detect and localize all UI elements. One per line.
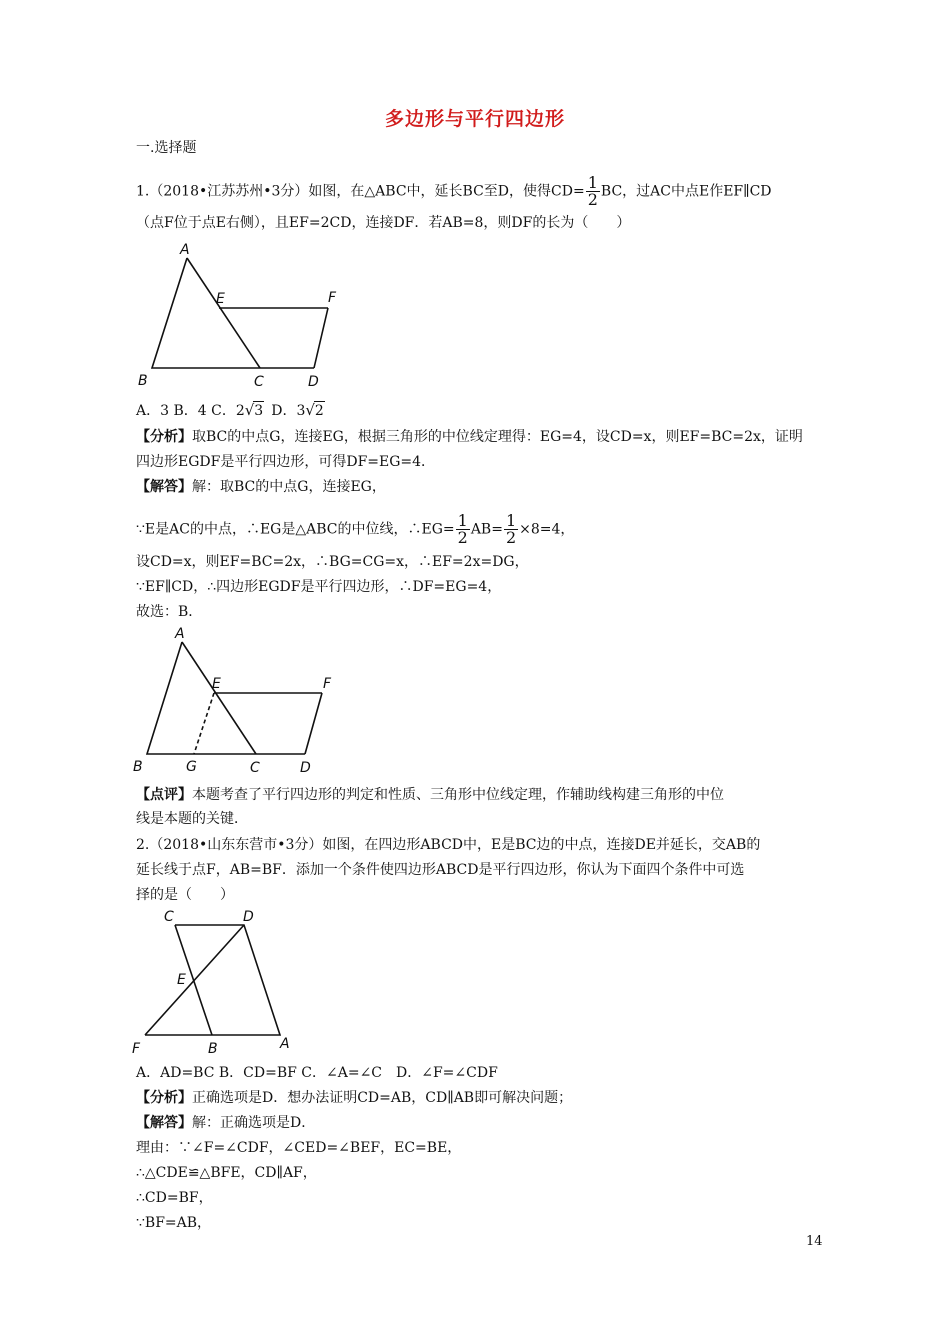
fig1-label-b: B xyxy=(138,373,148,389)
q1-solution-figure xyxy=(130,622,350,780)
q1-answer-2-post: ×8=4， xyxy=(519,521,575,538)
q1-answer-frac2-den: 2 xyxy=(505,528,517,547)
fig3-label-e: E xyxy=(177,972,186,988)
q1-comment-2: 线是本题的关键． xyxy=(136,811,248,827)
fig1-label-f: F xyxy=(328,290,337,306)
q1-fraction xyxy=(586,175,600,208)
fig1-line-fd xyxy=(314,308,328,368)
fig2-label-b: B xyxy=(133,759,143,775)
q1-answer-2 xyxy=(136,513,574,546)
fig2-base-lines xyxy=(147,642,305,754)
fig1-label-d: D xyxy=(308,374,319,390)
q1-options-mid: D．3 xyxy=(271,403,306,419)
q1-opt-d-radicand: 2 xyxy=(314,403,324,419)
fig1-base-lines xyxy=(152,258,314,368)
q2-analysis-text: 正确选项是D．想办法证明CD=AB，CD∥AB即可解决问题； xyxy=(192,1090,573,1106)
fig3-label-f: F xyxy=(132,1041,141,1055)
fig1-label-a: A xyxy=(180,242,190,258)
q2-figure xyxy=(128,905,308,1055)
q2-answer-2: 理由：∵∠F=∠CDF，∠CED=∠BEF，EC=BE， xyxy=(136,1140,462,1156)
q2-answer-4: ∴CD=BF， xyxy=(136,1190,213,1206)
q1-analysis-2: 四边形EGDF是平行四边形，可得DF=EG=4． xyxy=(136,454,436,470)
fig2-line-eg-dashed xyxy=(194,693,214,754)
q1-analysis-text-1: 取BC的中点G，连接EG，根据三角形的中位线定理得：EG=4，设CD=x，则EF=BC=2x，证明 xyxy=(192,429,803,445)
sqrt-sign: √ xyxy=(305,401,315,419)
page-number: 14 xyxy=(806,1234,823,1249)
fig1-line-ac xyxy=(187,258,260,368)
q2-analysis xyxy=(136,1089,572,1107)
q1-figure xyxy=(130,238,350,393)
fig3-outline xyxy=(145,925,280,1035)
document-title: 多边形与平行四边形 xyxy=(384,108,565,130)
q1-fraction-den: 2 xyxy=(587,190,598,209)
analysis-label: 【分析】 xyxy=(136,1090,192,1106)
q1-answer-fraction-2 xyxy=(504,513,518,546)
q1-line-1-pre: 1.（2018•江苏苏州•3分）如图，在△ABC中，延长BC至D，使得CD= xyxy=(136,183,585,200)
q1-line-1 xyxy=(136,175,772,208)
fig2-label-c: C xyxy=(250,760,260,776)
q2-answer-5: ∵BF=AB， xyxy=(136,1215,212,1231)
q1-answer-1 xyxy=(136,478,386,496)
fig2-line-ac xyxy=(182,642,256,754)
q1-answer-frac1-den: 2 xyxy=(457,528,468,547)
comment-label: 【点评】 xyxy=(136,787,192,803)
answer-label: 【解答】 xyxy=(136,479,192,495)
q1-answer-5: 故选：B． xyxy=(136,604,203,620)
fig1-label-e: E xyxy=(216,291,225,307)
q1-answer-frac1-num: 1 xyxy=(457,511,468,530)
q1-analysis-1 xyxy=(136,428,803,446)
fig3-line-df xyxy=(145,925,244,1035)
answer-label: 【解答】 xyxy=(136,1115,192,1131)
q2-line-2: 延长线于点F，AB=BF．添加一个条件使四边形ABCD是平行四边形，你认为下面四个条件中可选 xyxy=(136,862,745,878)
fig3-label-c: C xyxy=(164,909,174,925)
q2-answer-1 xyxy=(136,1114,315,1132)
fig3-label-b: B xyxy=(208,1041,218,1055)
q1-fraction-num: 1 xyxy=(587,173,598,192)
fig1-label-c: C xyxy=(254,374,264,390)
q2-options: A．AD=BC B．CD=BF C．∠A=∠C D．∠F=∠CDF xyxy=(136,1065,498,1081)
fig2-label-e: E xyxy=(212,676,221,692)
fig2-label-a: A xyxy=(175,626,185,642)
q1-answer-2-pre: ∵E是AC的中点，∴EG是△ABC的中位线，∴EG= xyxy=(136,521,455,538)
fig2-line-fd xyxy=(305,693,322,754)
q1-line-2: （点F位于点E右侧），且EF=2CD，连接DF．若AB=8，则DF的长为（ ） xyxy=(136,215,631,231)
q1-answer-fraction-1 xyxy=(456,513,470,546)
q1-answer-2-mid: AB= xyxy=(470,521,503,538)
q1-answer-3: 设CD=x，则EF=BC=2x，∴BG=CG=x，∴EF=2x=DG， xyxy=(136,554,529,570)
q2-line-1: 2.（2018•山东东营市•3分）如图，在四边形ABCD中，E是BC边的中点，连接DE并延长，交AB的 xyxy=(136,837,761,853)
q1-options-pre: A．3 B．4 C．2 xyxy=(136,403,245,419)
fig2-label-d: D xyxy=(300,760,311,776)
q2-answer-3: ∴△CDE≌△BFE，CD∥AF， xyxy=(136,1165,317,1181)
q1-options xyxy=(136,401,325,420)
q1-answer-frac2-num: 1 xyxy=(505,511,517,530)
analysis-label: 【分析】 xyxy=(136,429,192,445)
q2-line-3: 择的是（ ） xyxy=(136,887,234,903)
q1-comment-1 xyxy=(136,786,724,804)
section-heading: 一.选择题 xyxy=(136,140,197,156)
q2-answer-text-1: 解：正确选项是D． xyxy=(192,1115,316,1131)
q1-answer-4: ∵EF∥CD，∴四边形EGDF是平行四边形，∴DF=EG=4， xyxy=(136,579,502,595)
sqrt-sign: √ xyxy=(244,401,255,419)
fig3-label-a: A xyxy=(280,1036,290,1052)
fig2-label-f: F xyxy=(323,676,332,692)
q1-answer-text-1: 解：取BC的中点G，连接EG， xyxy=(192,479,386,495)
q1-opt-c-radicand: 3 xyxy=(254,403,264,419)
q1-comment-text-1: 本题考查了平行四边形的判定和性质、三角形中位线定理，作辅助线构建三角形的中位 xyxy=(192,787,724,803)
fig2-label-g: G xyxy=(186,759,197,775)
fig3-label-d: D xyxy=(243,909,254,925)
q1-line-1-post: BC，过AC中点E作EF∥CD xyxy=(600,183,772,200)
